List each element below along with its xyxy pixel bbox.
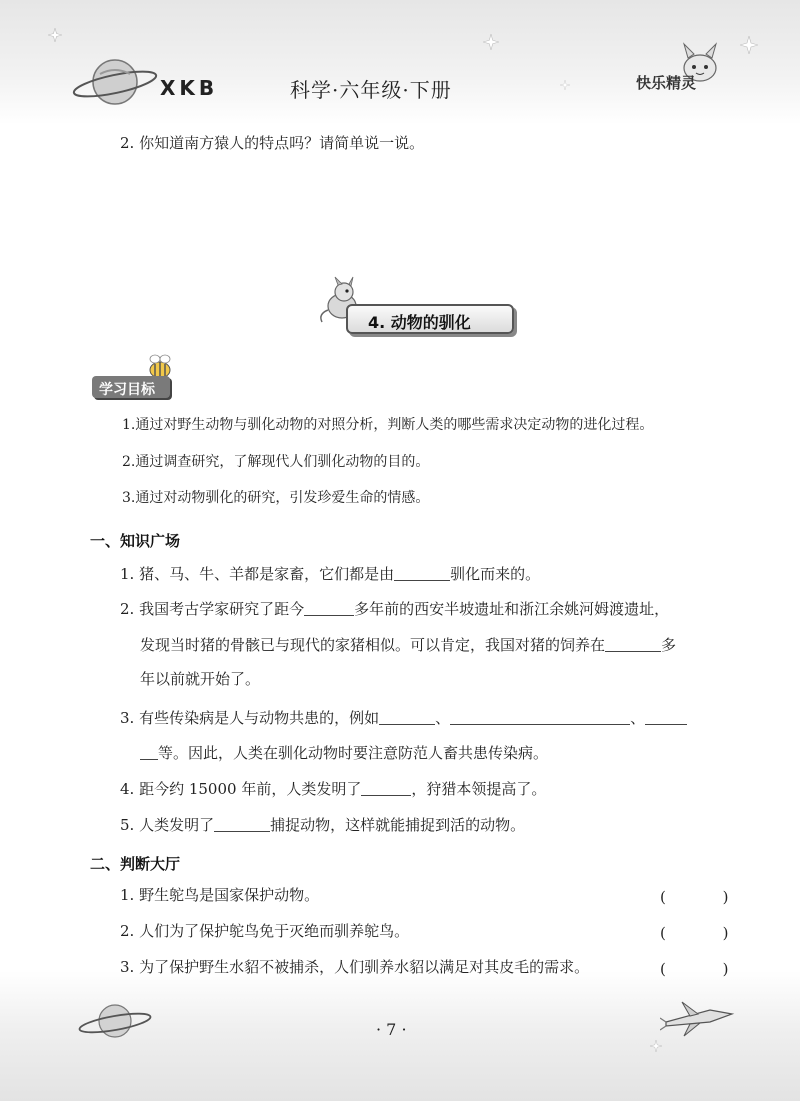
question-text: 多年前的西安半坡遗址和浙江余姚河姆渡遗址， bbox=[354, 600, 670, 618]
answer-parentheses[interactable]: ( ) bbox=[660, 960, 755, 978]
goal-item: 3.通过对动物驯化的研究，引发珍爱生命的情感。 bbox=[122, 490, 430, 506]
answer-blank[interactable] bbox=[361, 781, 411, 796]
answer-blank[interactable] bbox=[394, 566, 450, 581]
answer-blank[interactable] bbox=[645, 710, 687, 725]
separator: 、 bbox=[630, 709, 646, 727]
fill-question-5 bbox=[120, 817, 525, 833]
sparkle-icon bbox=[483, 34, 499, 50]
running-title: 科学·六年级·下册 bbox=[290, 78, 452, 102]
answer-blank[interactable] bbox=[214, 817, 270, 832]
answer-parentheses[interactable]: ( ) bbox=[660, 924, 755, 942]
sparkle-icon bbox=[560, 80, 570, 90]
answer-blank[interactable] bbox=[605, 637, 661, 652]
question-text: 多 bbox=[661, 636, 677, 654]
sparkle-icon bbox=[650, 1040, 662, 1052]
question-text: ，狩猎本领提高了。 bbox=[411, 780, 547, 798]
question-text: 1. 猪、马、牛、羊都是家畜，它们都是由 bbox=[120, 565, 395, 583]
answer-blank[interactable] bbox=[140, 745, 158, 760]
judge-question-text: 3. 为了保护野生水貂不被捕杀，人们驯养水貂以满足对其皮毛的需求。 bbox=[120, 958, 590, 976]
answer-blank[interactable] bbox=[379, 710, 435, 725]
space-shuttle-icon bbox=[660, 992, 740, 1042]
separator: 、 bbox=[435, 709, 451, 727]
question-text: 驯化而来的。 bbox=[450, 565, 541, 583]
fill-question-4 bbox=[120, 781, 546, 797]
question-text: 5. 人类发明了 bbox=[120, 816, 215, 834]
mascot-label: 快乐精灵 bbox=[636, 74, 697, 92]
question-text: 发现当时猪的骨骸已与现代的家猪相似。可以肯定，我国对猪的饲养在 bbox=[140, 636, 606, 654]
lesson-title: 4. 动物的驯化 bbox=[368, 313, 471, 332]
previous-question: 2. 你知道南方猿人的特点吗？请简单说一说。 bbox=[120, 134, 425, 152]
planet-icon bbox=[70, 52, 160, 112]
answer-blank[interactable] bbox=[450, 710, 630, 725]
fill-question-2-cont bbox=[140, 637, 676, 653]
judge-question-text: 1. 野生鸵鸟是国家保护动物。 bbox=[120, 886, 320, 904]
question-text: 年以前就开始了。 bbox=[140, 670, 261, 688]
answer-parentheses[interactable]: ( ) bbox=[660, 888, 755, 906]
answer-blank[interactable] bbox=[304, 601, 354, 616]
brand-logo: XKB bbox=[160, 76, 219, 100]
fill-question-2 bbox=[120, 601, 669, 617]
page-number: · 7 · bbox=[376, 1020, 407, 1039]
section-title-judgement: 二、判断大厅 bbox=[90, 855, 181, 873]
fill-question-3 bbox=[120, 710, 687, 726]
judge-question-text: 2. 人们为了保护鸵鸟免于灭绝而驯养鸵鸟。 bbox=[120, 922, 410, 940]
question-text: 捕捉动物，这样就能捕捉到活的动物。 bbox=[270, 816, 526, 834]
fill-question-3-cont bbox=[140, 745, 548, 761]
sparkle-icon bbox=[740, 36, 758, 54]
goal-item: 1.通过对野生动物与驯化动物的对照分析，判断人类的哪些需求决定动物的进化过程。 bbox=[122, 417, 654, 433]
question-text: 2. 我国考古学家研究了距今 bbox=[120, 600, 305, 618]
goal-item: 2.通过调查研究，了解现代人们驯化动物的目的。 bbox=[122, 454, 430, 470]
sparkle-icon bbox=[48, 28, 62, 42]
fill-question-1 bbox=[120, 566, 540, 582]
section-title-knowledge: 一、知识广场 bbox=[90, 532, 181, 550]
question-text: 3. 有些传染病是人与动物共患的，例如 bbox=[120, 709, 380, 727]
question-text: 等。因此，人类在驯化动物时要注意防范人畜共患传染病。 bbox=[158, 744, 549, 762]
planet-icon bbox=[70, 996, 160, 1046]
question-text: 4. 距今约 15000 年前，人类发明了 bbox=[120, 780, 362, 798]
goals-label: 学习目标 bbox=[99, 382, 155, 398]
